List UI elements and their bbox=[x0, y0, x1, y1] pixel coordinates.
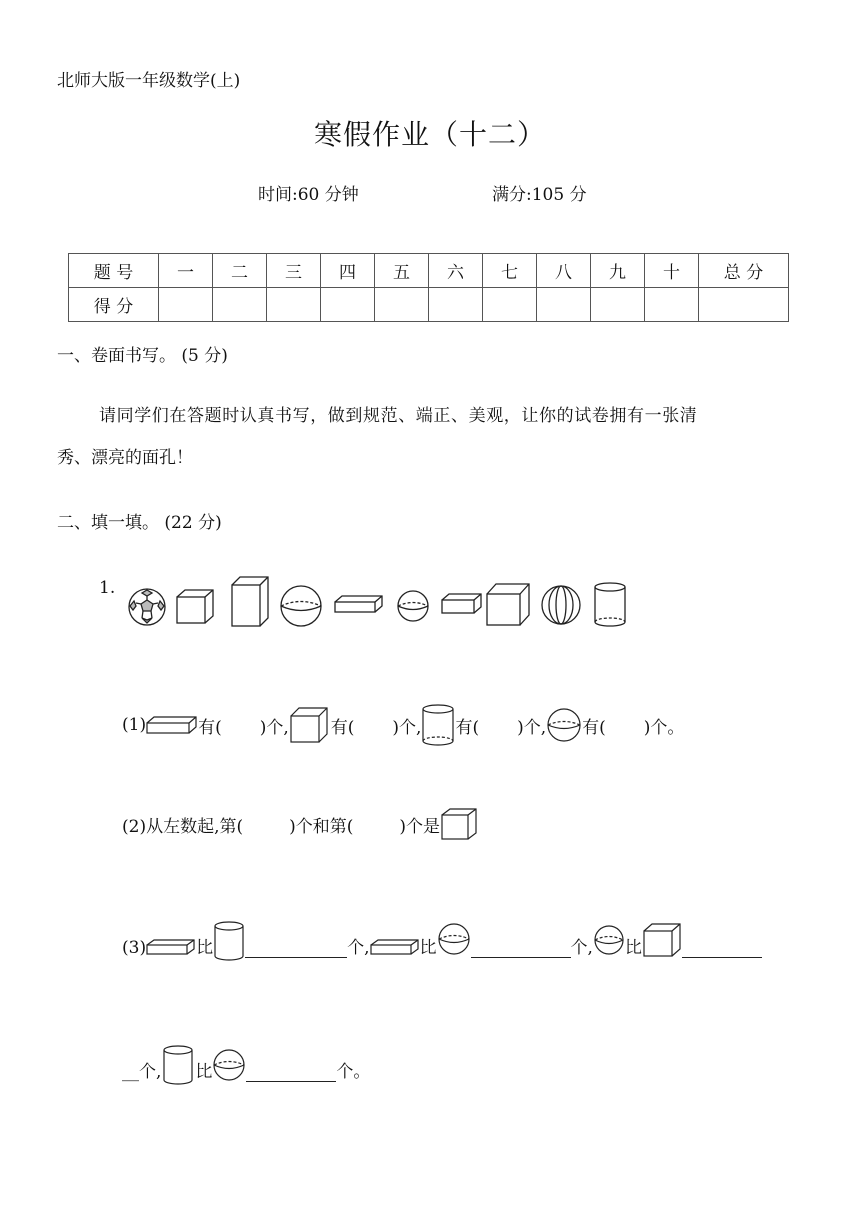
table-cell: 七 bbox=[483, 254, 537, 288]
sphere-icon bbox=[398, 591, 428, 621]
flat-box-icon bbox=[146, 715, 198, 735]
striped-ball-icon bbox=[542, 586, 580, 624]
section-1-text-line2: 秀、漂亮的面孔！ bbox=[57, 448, 193, 468]
answer-line[interactable] bbox=[471, 939, 571, 958]
answer-line[interactable] bbox=[246, 1063, 336, 1082]
score-input-cell[interactable] bbox=[429, 288, 483, 322]
score-input-cell[interactable] bbox=[213, 288, 267, 322]
answer-line[interactable] bbox=[682, 939, 762, 958]
part-2-text-b: )个和第( bbox=[289, 816, 354, 837]
table-cell: 总 分 bbox=[699, 254, 789, 288]
page-title: 寒假作业（十二） bbox=[313, 118, 546, 151]
compare-label: 比 bbox=[419, 938, 437, 958]
unit-label: )个, bbox=[259, 717, 289, 738]
unit-label: 个。 bbox=[336, 1062, 371, 1082]
sphere-icon bbox=[281, 586, 321, 626]
score-input-cell[interactable] bbox=[267, 288, 321, 322]
small-box-icon bbox=[442, 594, 481, 613]
has-label: 有( bbox=[330, 717, 355, 738]
question-1-part-1 bbox=[122, 705, 684, 745]
cube-icon bbox=[440, 807, 478, 841]
part-label: (3) bbox=[122, 938, 147, 958]
cylinder-icon bbox=[421, 703, 455, 747]
has-label: 有( bbox=[582, 717, 606, 738]
has-label: 有( bbox=[198, 717, 222, 738]
part-2-text-c: )个是 bbox=[399, 816, 441, 837]
unit-label: 个, bbox=[570, 938, 593, 958]
table-cell: 八 bbox=[537, 254, 591, 288]
table-cell: 三 bbox=[267, 254, 321, 288]
question-1-part-2 bbox=[122, 806, 478, 842]
flat-box-icon bbox=[370, 938, 420, 956]
score-input-cell[interactable] bbox=[483, 288, 537, 322]
cylinder-icon bbox=[161, 1044, 195, 1086]
score-input-cell[interactable] bbox=[591, 288, 645, 322]
section-1-text-line1: 请同学们在答题时认真书写，做到规范、端正、美观，让你的试卷拥有一张清 bbox=[99, 406, 698, 426]
answer-line[interactable] bbox=[245, 939, 347, 958]
cylinder-icon bbox=[213, 920, 245, 962]
sphere-icon bbox=[593, 924, 625, 956]
table-cell: 二 bbox=[213, 254, 267, 288]
table-cell: 得 分 bbox=[69, 288, 159, 322]
part-label: (1) bbox=[122, 715, 147, 735]
score-table-score-row bbox=[69, 288, 789, 322]
tall-box-icon bbox=[232, 577, 268, 626]
part-2-text-a: (2)从左数起,第( bbox=[122, 816, 244, 837]
shapes-row bbox=[120, 570, 640, 635]
book-header: 北师大版一年级数学(上) bbox=[57, 71, 241, 91]
table-cell: 九 bbox=[591, 254, 645, 288]
unit-label: 个, bbox=[347, 938, 370, 958]
unit-label: )个。 bbox=[643, 717, 685, 738]
compare-label: 比 bbox=[195, 1062, 213, 1082]
sphere-icon bbox=[212, 1048, 246, 1082]
flat-box-icon bbox=[146, 938, 196, 956]
score-input-cell[interactable] bbox=[699, 288, 789, 322]
table-cell: 一 bbox=[159, 254, 213, 288]
has-label: 有( bbox=[455, 717, 480, 738]
cube-icon bbox=[642, 922, 682, 958]
unit-label: )个, bbox=[517, 717, 547, 738]
compare-label: 比 bbox=[196, 938, 214, 958]
table-cell: 十 bbox=[645, 254, 699, 288]
flat-box-icon bbox=[335, 596, 382, 612]
question-1-part-3-line-2 bbox=[122, 1040, 370, 1086]
score-input-cell[interactable] bbox=[321, 288, 375, 322]
sphere-icon bbox=[546, 707, 582, 743]
unit-label: __个, bbox=[122, 1062, 162, 1082]
table-cell: 题 号 bbox=[69, 254, 159, 288]
table-cell: 五 bbox=[375, 254, 429, 288]
cube-icon bbox=[487, 584, 529, 625]
score-input-cell[interactable] bbox=[159, 288, 213, 322]
score-input-cell[interactable] bbox=[375, 288, 429, 322]
score-input-cell[interactable] bbox=[645, 288, 699, 322]
cylinder-icon bbox=[595, 583, 625, 626]
cube-icon bbox=[289, 706, 331, 744]
full-score: 满分:105 分 bbox=[492, 185, 587, 205]
time-limit: 时间:60 分钟 bbox=[258, 185, 359, 205]
table-cell: 六 bbox=[429, 254, 483, 288]
question-1-number: 1. bbox=[99, 578, 116, 598]
cube-icon bbox=[177, 590, 213, 623]
table-cell: 四 bbox=[321, 254, 375, 288]
sphere-icon bbox=[437, 922, 471, 956]
question-1-part-3-line-1 bbox=[122, 918, 762, 962]
soccer-ball-icon bbox=[129, 589, 165, 625]
section-2-title: 二、填一填。 (22 分) bbox=[57, 513, 222, 533]
score-table-header-row bbox=[69, 254, 789, 288]
score-input-cell[interactable] bbox=[537, 288, 591, 322]
unit-label: )个, bbox=[392, 717, 422, 738]
section-1-title: 一、卷面书写。 (5 分) bbox=[57, 346, 228, 366]
compare-label: 比 bbox=[624, 938, 642, 958]
score-table bbox=[68, 253, 789, 322]
